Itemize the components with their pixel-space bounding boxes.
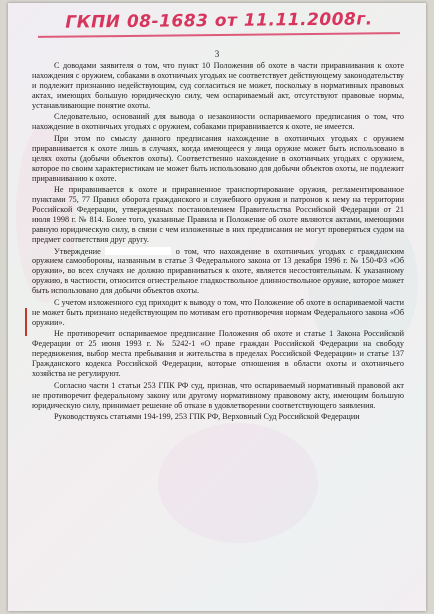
redacted-text [105,247,171,255]
document-body [32,61,404,424]
paragraph: С доводами заявителя о том, что пункт 10 Положения об охоте в части приравнивания к охоте нахождения с оружием, собаками в охотничьих угодьях не соответствует действующему законодательству и подлежит признанию недействующим, суд согласиться не может, поскольку в нормативных правовых актах, имеющих большую юридическую силу, чем оспариваемый акт, отсутствуют правовые нормы, устанавливающие понятие охоты. [32,61,404,110]
paragraph: Не приравнивается к охоте и приравненное транспортирование оружия, регламентированное пунктами 75, 77 Правил оборота гражданского и служебного оружия и патронов к нему на территории Российской Федерации, утвержденных постановлением Правительства Российской Федерации от 21 июля 1998 г. № 814. Более того, указанные Правила и Положение об охоте являются актами, имеющими равную юридическую силу, в связи с чем изложенные в них предписания не могут проверяться судом на предмет соответствия друг другу. [32,185,404,244]
paragraph: С учетом изложенного суд приходит к выводу о том, что Положение об охоте в оспариваемой части не может быть признано недействующим по мотивам его противоречия нормам Федерального закона «Об оружии». [32,297,404,327]
paragraph: Следовательно, оснований для вывода о незаконности оспариваемого предписания о том, что нахождение в охотничьих угодьях с оружием, собаками приравнивается к охоте, не имеется. [32,112,404,132]
document-page [8,3,426,611]
paragraph-rest: о том, что нахождение в охотничьих угодьях с гражданским оружием самообороны, названным в статье 3 Федерального закона от 13 декабря 1996 г. № 150-ФЗ «Об оружии», во всех случаях не должно приравниваться к охоте, является несостоятельным. К указанному оружию, в частности, относится огнестрельное гладкоствольное длинноствольное оружие, которое может быть использовано для добычи объектов охоты. [32,246,405,296]
margin-mark [25,308,27,336]
page-number: 3 [214,49,220,59]
case-number-stamp: ГКПИ 08-1683 от 11.11.2008г. [65,9,373,33]
paragraph: Руководствуясь статьями 194-199, 253 ГПК РФ, Верховный Суд Российской Федерации [54,412,360,422]
stamp-underline [38,32,400,38]
paragraph-start: Утверждение [54,246,101,256]
paragraph: Не противоречит оспариваемое предписание Положения об охоте и статье 1 Закона Российской Федерации от 25 июня 1993 г. № 5242-1 «О праве граждан Российской Федерации на свободу передвижения, выбор места пребывания и жительства в пределах Российской Федерации» и статье 137 Гражданского кодекса Российской Федерации, которые отношения в области охоты и охотничьего хозяйства не регулируют. [32,329,404,379]
paragraph [32,247,404,297]
paper-stain [158,423,318,543]
paragraph: При этом по смыслу данного предписания нахождение в охотничьих угодьях с оружием приравнивается к охоте лишь в случаях, когда имеющееся у лица оружие может быть использовано в целях охоты (добычи объектов охоты). Соответственно нахождение в охотничьих угодьях с оружием, которое по своим характеристикам не может быть использовано для добычи объектов охоты, не подлежит приравниванию к охоте. [32,133,404,183]
paragraph: Согласно части 1 статьи 253 ГПК РФ суд, признав, что оспариваемый нормативный правовой акт не противоречит федеральному закону или другому нормативному правовому акту, имеющим большую юридическую силу, принимает решение об отказе в удовлетворении соответствующего заявления. [32,380,404,410]
